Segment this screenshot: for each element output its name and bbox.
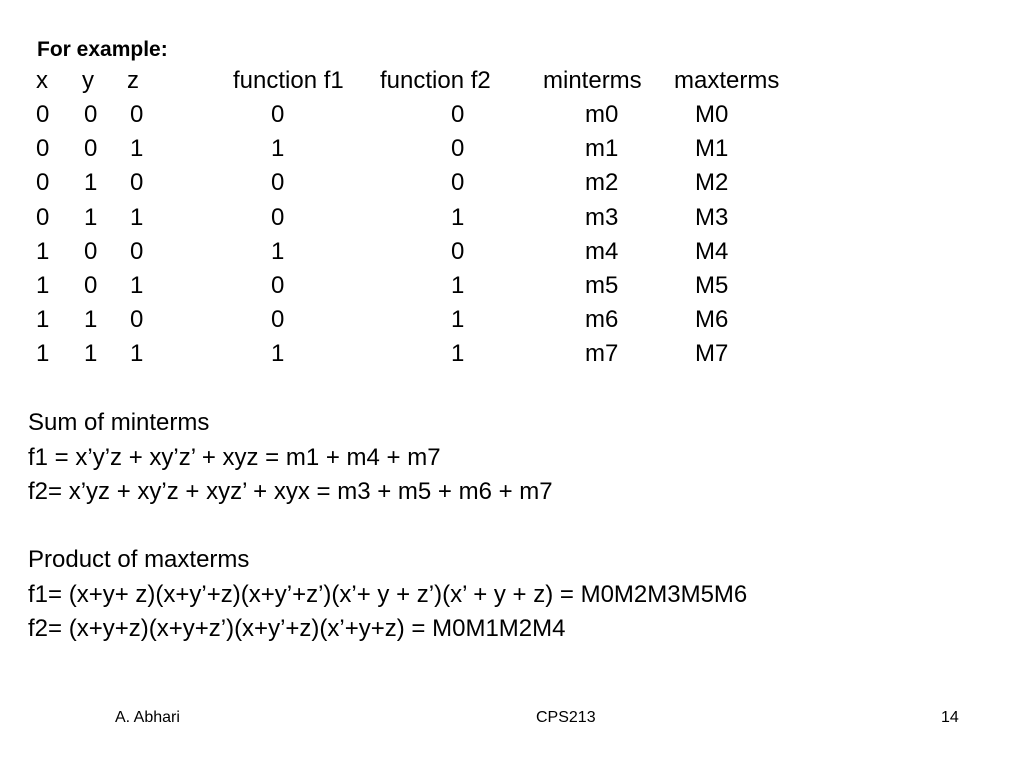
table-cell-maxterm: M1 xyxy=(695,135,729,162)
table-cell-minterm: m0 xyxy=(585,101,619,128)
table-cell-z: 0 xyxy=(130,306,144,333)
table-cell-minterm: m7 xyxy=(585,340,619,367)
table-cell-minterm: m2 xyxy=(585,169,619,196)
sum-of-minterms-title: Sum of minterms xyxy=(28,409,210,436)
table-cell-f2: 0 xyxy=(451,135,465,162)
table-cell-maxterm: M2 xyxy=(695,169,729,196)
table-cell-x: 1 xyxy=(36,340,50,367)
table-cell-f2: 0 xyxy=(451,238,465,265)
table-header-x: x xyxy=(36,67,48,94)
table-cell-f1: 0 xyxy=(271,204,285,231)
product-of-maxterms-f2: f2= (x+y+z)(x+y+z’)(x+y’+z)(x’+y+z) = M0M1M2M4 xyxy=(28,615,566,642)
table-cell-maxterm: M7 xyxy=(695,340,729,367)
table-cell-minterm: m1 xyxy=(585,135,619,162)
table-cell-y: 1 xyxy=(84,306,98,333)
table-header-minterm: minterms xyxy=(543,67,642,94)
table-cell-y: 1 xyxy=(84,204,98,231)
footer-author: A. Abhari xyxy=(115,709,180,726)
table-cell-y: 1 xyxy=(84,169,98,196)
table-cell-x: 0 xyxy=(36,135,50,162)
table-cell-f2: 0 xyxy=(451,101,465,128)
table-cell-f1: 0 xyxy=(271,272,285,299)
table-cell-f2: 1 xyxy=(451,272,465,299)
table-cell-maxterm: M4 xyxy=(695,238,729,265)
footer-page-number: 14 xyxy=(941,709,959,726)
table-cell-f1: 0 xyxy=(271,101,285,128)
table-cell-y: 0 xyxy=(84,238,98,265)
table-cell-f1: 1 xyxy=(271,340,285,367)
table-cell-f1: 1 xyxy=(271,135,285,162)
table-header-y: y xyxy=(82,67,94,94)
table-cell-minterm: m3 xyxy=(585,204,619,231)
sum-of-minterms-f1: f1 = x’y’z + xy’z’ + xyz = m1 + m4 + m7 xyxy=(28,444,441,471)
table-cell-f2: 1 xyxy=(451,340,465,367)
table-cell-f1: 0 xyxy=(271,169,285,196)
table-cell-z: 0 xyxy=(130,169,144,196)
table-cell-z: 1 xyxy=(130,135,144,162)
table-cell-y: 1 xyxy=(84,340,98,367)
footer-course: CPS213 xyxy=(536,709,596,726)
table-cell-y: 0 xyxy=(84,272,98,299)
table-cell-z: 0 xyxy=(130,101,144,128)
table-header-maxterm: maxterms xyxy=(674,67,780,94)
table-cell-f1: 0 xyxy=(271,306,285,333)
table-cell-x: 0 xyxy=(36,204,50,231)
table-cell-minterm: m6 xyxy=(585,306,619,333)
table-cell-f2: 0 xyxy=(451,169,465,196)
table-cell-x: 1 xyxy=(36,306,50,333)
table-cell-minterm: m4 xyxy=(585,238,619,265)
table-cell-f1: 1 xyxy=(271,238,285,265)
table-cell-y: 0 xyxy=(84,101,98,128)
truth-table xyxy=(0,0,1024,380)
table-cell-maxterm: M0 xyxy=(695,101,729,128)
table-header-z: z xyxy=(127,67,139,94)
table-cell-x: 1 xyxy=(36,238,50,265)
table-cell-f2: 1 xyxy=(451,306,465,333)
table-cell-maxterm: M6 xyxy=(695,306,729,333)
example-heading: For example: xyxy=(37,38,168,61)
table-cell-z: 1 xyxy=(130,204,144,231)
table-header-f2: function f2 xyxy=(380,67,491,94)
table-cell-x: 0 xyxy=(36,169,50,196)
product-of-maxterms-f1: f1= (x+y+ z)(x+y’+z)(x+y’+z’)(x’+ y + z’)(x’ + y + z) = M0M2M3M5M6 xyxy=(28,581,748,608)
table-cell-y: 0 xyxy=(84,135,98,162)
table-cell-f2: 1 xyxy=(451,204,465,231)
table-cell-minterm: m5 xyxy=(585,272,619,299)
sum-of-minterms-f2: f2= x’yz + xy’z + xyz’ + xyx = m3 + m5 + m6 + m7 xyxy=(28,478,553,505)
table-cell-x: 0 xyxy=(36,101,50,128)
table-cell-z: 1 xyxy=(130,272,144,299)
table-cell-maxterm: M3 xyxy=(695,204,729,231)
product-of-maxterms-title: Product of maxterms xyxy=(28,546,250,573)
table-cell-maxterm: M5 xyxy=(695,272,729,299)
table-cell-z: 0 xyxy=(130,238,144,265)
table-cell-z: 1 xyxy=(130,340,144,367)
table-header-f1: function f1 xyxy=(233,67,344,94)
table-cell-x: 1 xyxy=(36,272,50,299)
